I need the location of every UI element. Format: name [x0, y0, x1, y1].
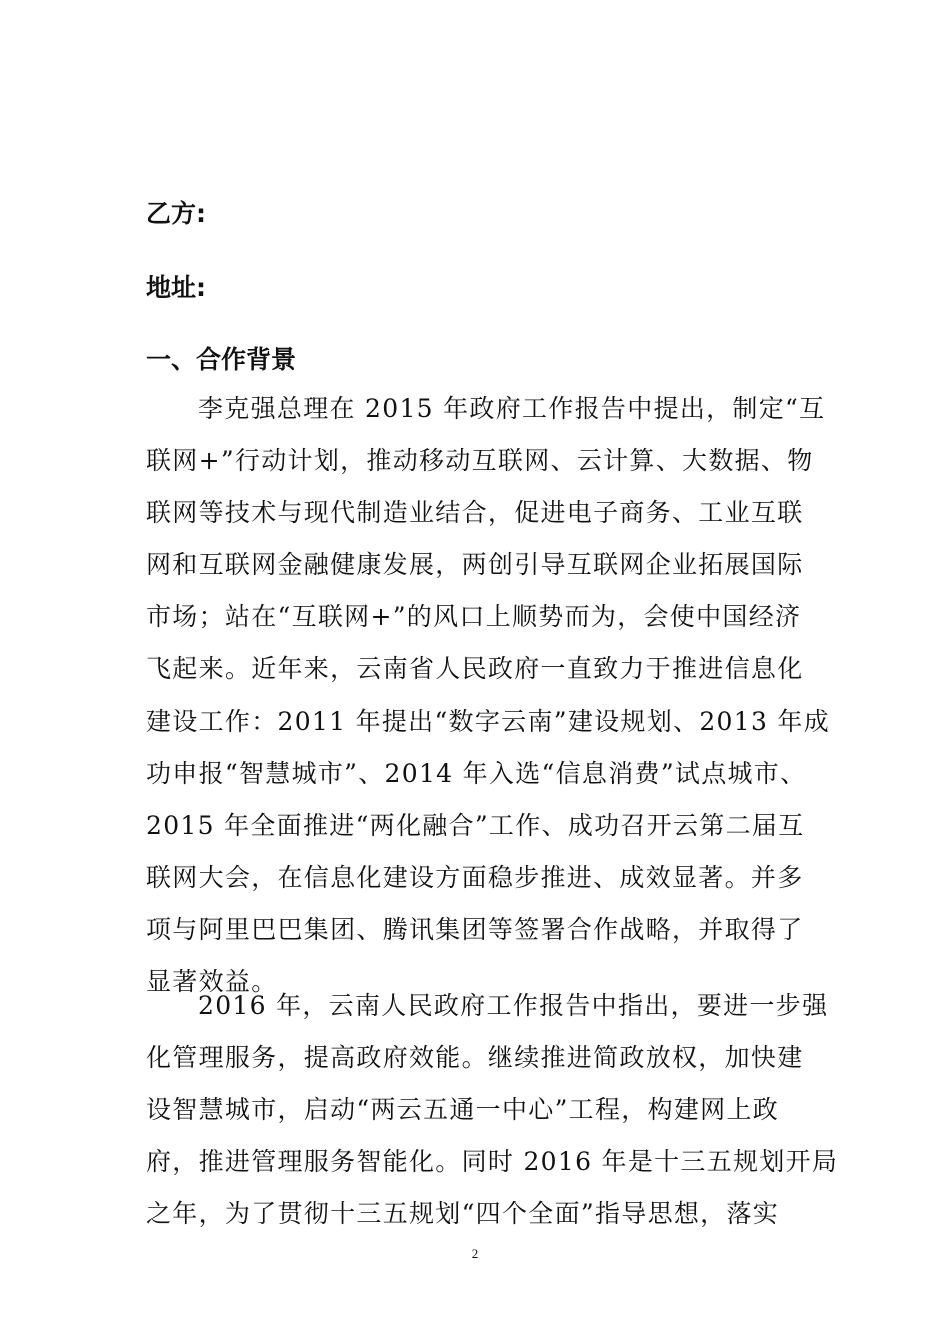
section-heading: 一、合作背景	[146, 345, 297, 374]
paragraph-line: 2015 年全面推进“两化融合”工作、成功召开云第二届互	[146, 810, 805, 840]
paragraph-2	[146, 980, 839, 1240]
paragraph-line: 联网+”行动计划，推动移动互联网、云计算、大数据、物	[146, 446, 814, 476]
paragraph-line: 网和互联网金融健康发展，两创引导互联网企业拓展国际	[146, 550, 804, 580]
paragraph-line: 化管理服务，提高政府效能。继续推进简政放权，加快建	[146, 1043, 804, 1073]
party-b-label: 乙方:	[146, 199, 206, 228]
address-label: 地址:	[146, 273, 206, 302]
paragraph-line: 建设工作：2011 年提出“数字云南”建设规划、2013 年成	[146, 706, 831, 736]
paragraph-1	[146, 383, 831, 1008]
paragraph-line: 府，推进管理服务智能化。同时 2016 年是十三五规划开局	[146, 1147, 839, 1177]
paragraph-line: 设智慧城市，启动“两云五通一中心”工程，构建网上政	[146, 1095, 780, 1125]
paragraph-line: 2016 年，云南人民政府工作报告中指出，要进一步强	[198, 991, 829, 1020]
paragraph-line: 功申报“智慧城市”、2014 年入选“信息消费”试点城市、	[146, 758, 807, 788]
paragraph-line: 项与阿里巴巴集团、腾讯集团等签署合作战略，并取得了	[146, 914, 804, 944]
paragraph-line: 飞起来。近年来，云南省人民政府一直致力于推进信息化	[146, 654, 804, 684]
paragraph-line: 联网大会，在信息化建设方面稳步推进、成效显著。并多	[146, 862, 804, 892]
paragraph-line: 显著效益。	[146, 967, 278, 997]
page-number: 2	[471, 1246, 479, 1261]
paragraph-line: 联网等技术与现代制造业结合，促进电子商务、工业互联	[146, 498, 804, 528]
paragraph-line: 之年，为了贯彻十三五规划“四个全面”指导思想，落实	[146, 1199, 780, 1229]
paragraph-line: 市场；站在“互联网+”的风口上顺势而为，会使中国经济	[146, 602, 802, 632]
paragraph-line: 李克强总理在 2015 年政府工作报告中提出，制定“互	[198, 394, 826, 423]
